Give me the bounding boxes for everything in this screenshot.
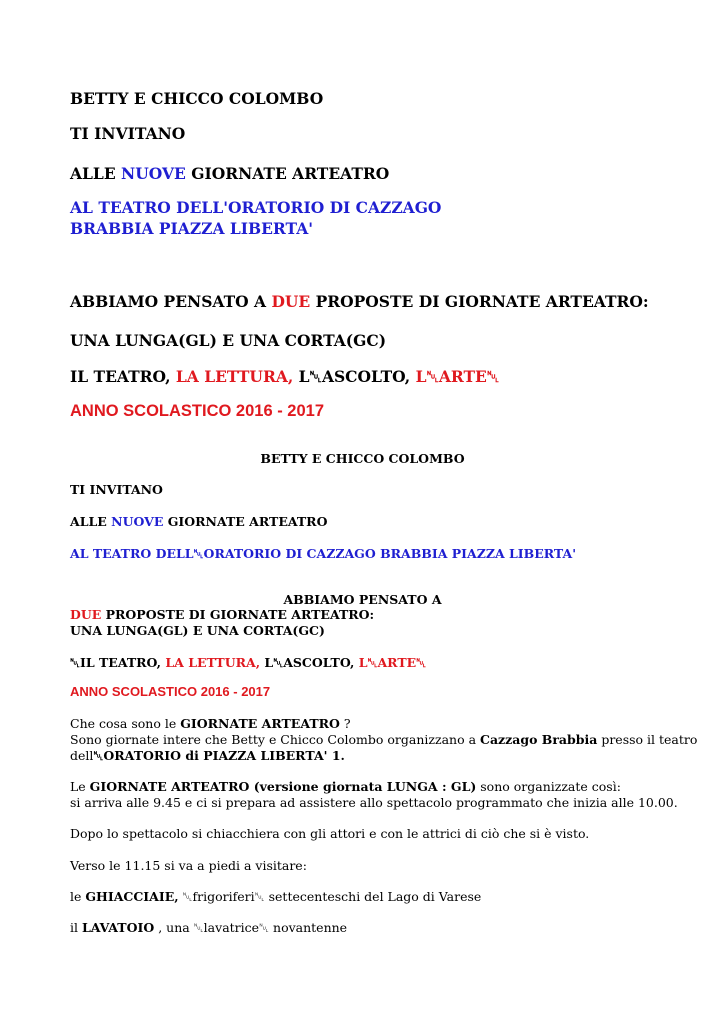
invite-line: TI INVITANO [70,124,186,143]
lunga-corta-line: UNA LUNGA(GL) E UNA CORTA(GC) [70,331,387,350]
proposte-line-2 [70,607,374,622]
text: sono organizzate così: [476,779,621,794]
lunga-corta-line-2: UNA LUNGA(GL) E UNA CORTA(GC) [70,623,325,638]
paragraph-lavatoio [70,920,347,936]
text: ALLE [70,514,112,529]
text: Che cosa sono le [70,716,181,731]
paragraph-answer-1 [70,732,697,747]
highlight-nuove: NUOVE [121,164,186,183]
bold-text: GIORNATE ARTEATRO (versione giornata LUNGA : GL) [89,779,477,794]
invite-line-2: TI INVITANO [70,482,163,497]
text: Le [70,779,90,794]
abbiamo-line: ABBIAMO PENSATO A [283,592,442,607]
venue-line-3: AL TEATRO DELL␀ORATORIO DI CAZZAGO BRABBIA PIAZZA LIBERTA' [70,546,577,561]
text: PROPOSTE DI GIORNATE ARTEATRO: [101,607,375,622]
text: il [70,920,82,935]
giornate-line-2 [70,514,327,529]
paragraph-answer-2 [70,748,345,764]
paragraph-ghiacciaie [70,889,481,905]
title-line: BETTY E CHICCO COLOMBO [70,89,324,108]
text: dell [70,748,94,763]
giornate-line [70,164,389,183]
text: le [70,889,86,904]
highlight-arte-2: L␀ARTE␀ [358,655,427,670]
text: GIORNATE ARTEATRO [163,514,328,529]
paragraph-lunga-1 [70,779,621,794]
paragraph-after-show: Dopo lo spettacolo si chiacchiera con gli attori e con le attrici di ciò che si è visto. [70,826,590,841]
venue-line-2: BRABBIA PIAZZA LIBERTA' [70,219,313,238]
teatro-line-2 [70,655,426,671]
highlight-arte: L␀ARTE␀ [415,367,500,386]
text: L␀ASCOLTO, [260,655,359,670]
highlight-due-2: DUE [70,607,102,622]
bold-text: GIORNATE ARTEATRO [180,716,340,731]
proposte-line [70,292,649,311]
text: L␀ASCOLTO, [293,367,416,386]
text: , una ␀lavatrice␀ novantenne [154,920,348,935]
text: ? [339,716,351,731]
text: IL TEATRO, [70,367,176,386]
text: ␀IL TEATRO, [70,655,166,670]
venue-line-1: AL TEATRO DELL'ORATORIO DI CAZZAGO [70,198,442,217]
text: presso il teatro [597,732,698,747]
bold-text: ␀ORATORIO di PIAZZA LIBERTA' 1. [93,748,345,763]
anno-scolastico: ANNO SCOLASTICO 2016 - 2017 [70,402,324,420]
paragraph-visit: Verso le 11.15 si va a piedi a visitare: [70,858,307,873]
text: ALLE [70,164,122,183]
paragraph-lunga-2: si arriva alle 9.45 e ci si prepara ad assistere allo spettacolo programmato che inizia alle 10.00. [70,795,678,810]
text: PROPOSTE DI GIORNATE ARTEATRO: [310,292,649,311]
bold-text: Cazzago Brabbia [480,732,598,747]
highlight-lettura-2: LA LETTURA, [165,655,261,670]
paragraph-question [70,716,351,731]
teatro-line [70,367,499,387]
highlight-lettura: LA LETTURA, [175,367,294,386]
anno-scolastico-2: ANNO SCOLASTICO 2016 - 2017 [70,684,271,699]
bold-text: GHIACCIAIE, [85,889,179,904]
highlight-due: DUE [271,292,311,311]
highlight-nuove-2: NUOVE [111,514,164,529]
text: ␀frigoriferi␀ settecenteschi del Lago di Varese [178,889,482,904]
title-line-2: BETTY E CHICCO COLOMBO [260,451,465,466]
text: Sono giornate intere che Betty e Chicco Colombo organizzano a [70,732,480,747]
text: GIORNATE ARTEATRO [185,164,390,183]
text: ABBIAMO PENSATO A [70,292,272,311]
bold-text: LAVATOIO [81,920,155,935]
